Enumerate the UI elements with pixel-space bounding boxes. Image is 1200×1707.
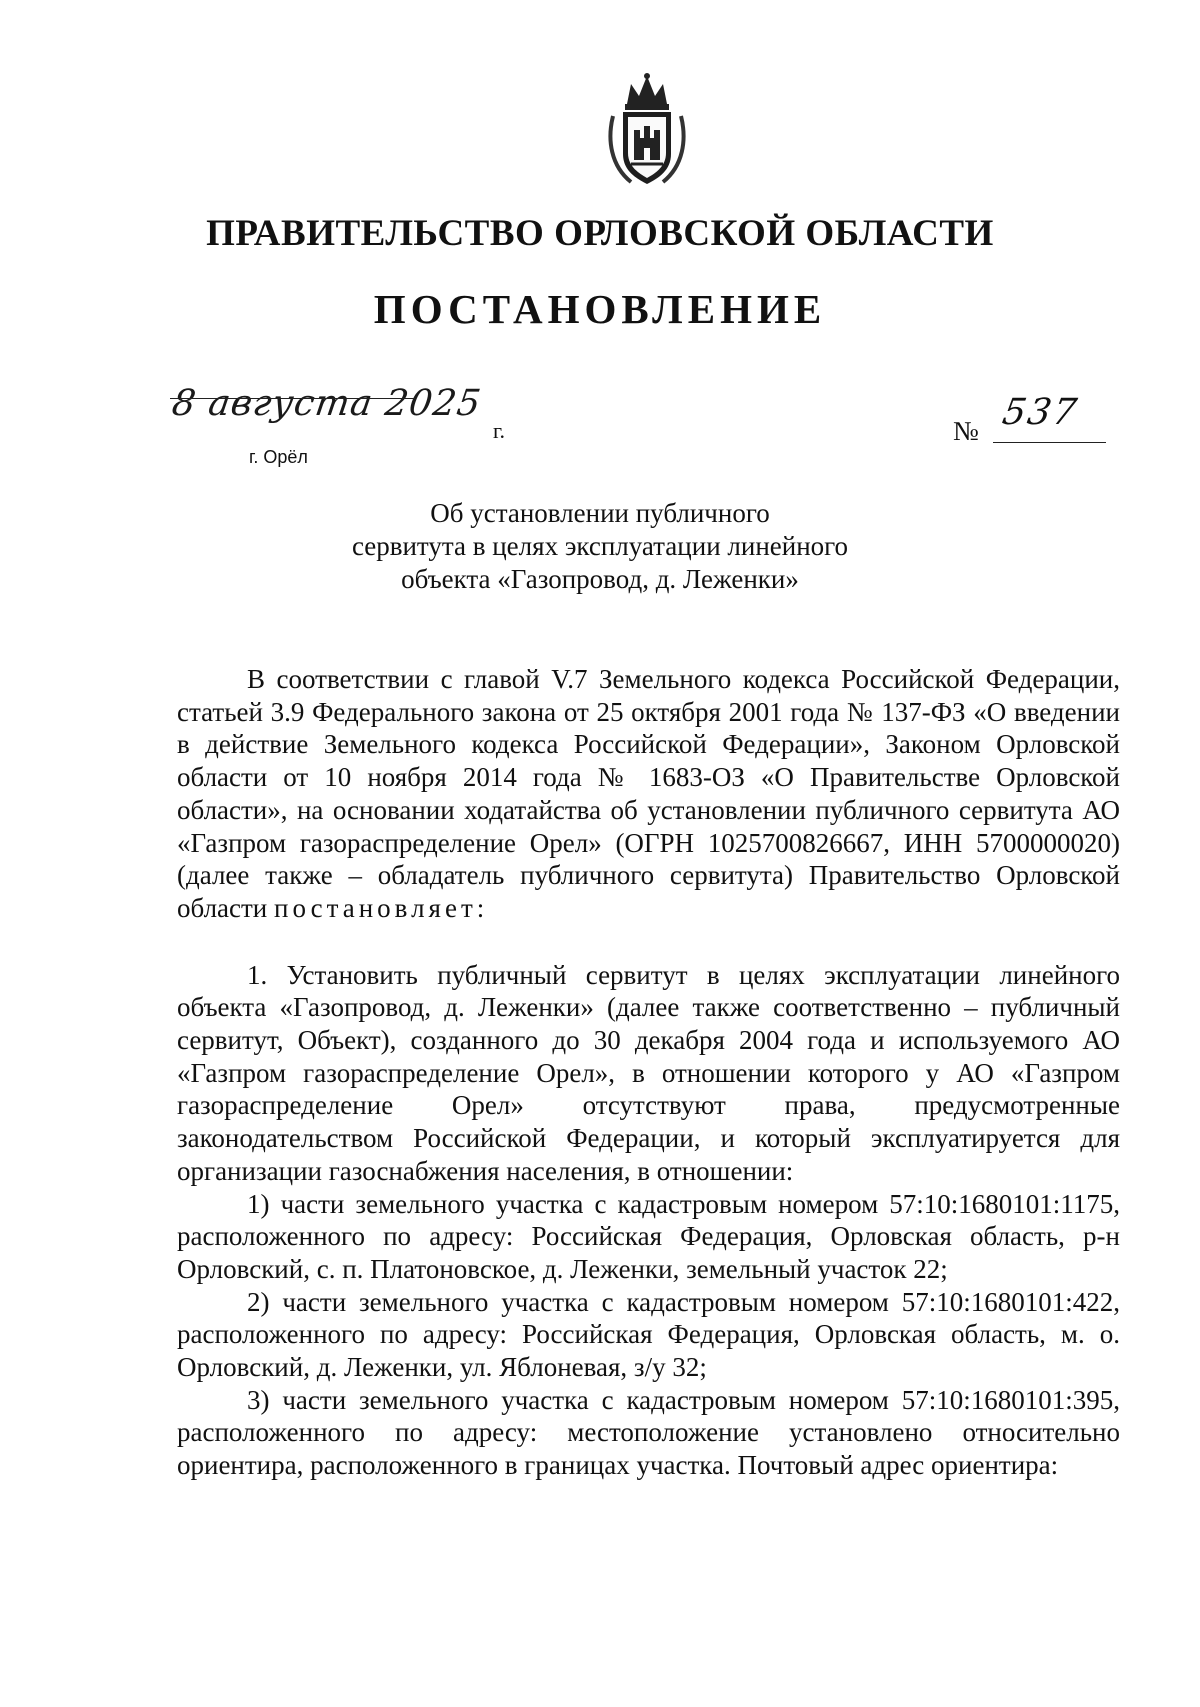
number-sign: №: [953, 416, 979, 446]
handwritten-date: 8 августа 2025: [169, 383, 484, 424]
item-1-paragraph: 1. Установить публичный сервитут в целях эксплуатации линейного объекта «Газопровод, д. Леженки» (далее также соответственно – публичный сервитут, Объект), созданного до 30 декабря 2004 года и используемого АО «Газпром газораспределение Орел», в отношении которого у АО «Газпром газораспределение Орел» отсутствуют права, предусмотренные законодательством Российской Федерации, и который эксплуатируется для организации газоснабжения населения, в отношении:: [177, 959, 1120, 1186]
number-underline: [993, 442, 1106, 443]
document-type-title: ПОСТАНОВЛЕНИЕ: [373, 286, 827, 332]
document-body: [177, 663, 1120, 1482]
preamble-paragraph: [177, 663, 1120, 925]
document-subject: [0, 497, 1200, 596]
date-suffix: г.: [493, 418, 506, 443]
coat-of-arms-emblem: [601, 70, 693, 190]
subitem-1-paragraph: 1) части земельного участка с кадастровым номером 57:10:1680101:1175, расположенного по адресу: Российская Федерация, Орловская область, р-н Орловский, с. п. Платоновское, д. Леженки, земельный участок 22;: [177, 1188, 1120, 1284]
date-underline: [170, 398, 415, 399]
decree-word: постановляет:: [274, 892, 489, 923]
subitem-2-paragraph: 2) части земельного участка с кадастровым номером 57:10:1680101:422, расположенного по адресу: Российская Федерация, Орловская область, м. о. Орловский, д. Леженки, ул. Яблоневая, з/у 32;: [177, 1286, 1120, 1383]
handwritten-number: 537: [999, 392, 1082, 433]
subject-line: объекта «Газопровод, д. Леженки»: [401, 564, 799, 594]
place-of-issue: г. Орёл: [249, 447, 308, 467]
subitem-3-paragraph: 3) части земельного участка с кадастровым номером 57:10:1680101:395, расположенного по адресу: местоположение установлено относительно ориентира, расположенного в границах участка. Почтовый адрес ориентира:: [177, 1384, 1120, 1481]
preamble-text: В соответствии с главой V.7 Земельного кодекса Российской Федерации, статьей 3.9 Федерального закона от 25 октября 2001 года № 137-ФЗ «О введении в действие Земельного кодекса Российской Федерации», Законом Орловской области от 10 ноября 2014 года № 1683-ОЗ «О Правительстве Орловской области», на основании ходатайства об установлении публичного сервитута АО «Газпром газораспределение Орел» (ОГРН 1025700826667, ИНН 5700000020) (далее также – обладатель публичного сервитута) Правительство Орловской области: [177, 664, 1120, 923]
organization-title: ПРАВИТЕЛЬСТВО ОРЛОВСКОЙ ОБЛАСТИ: [206, 213, 994, 254]
subject-line: сервитута в целях эксплуатации линейного: [351, 531, 849, 561]
subject-line: Об установлении публичного: [430, 498, 770, 528]
